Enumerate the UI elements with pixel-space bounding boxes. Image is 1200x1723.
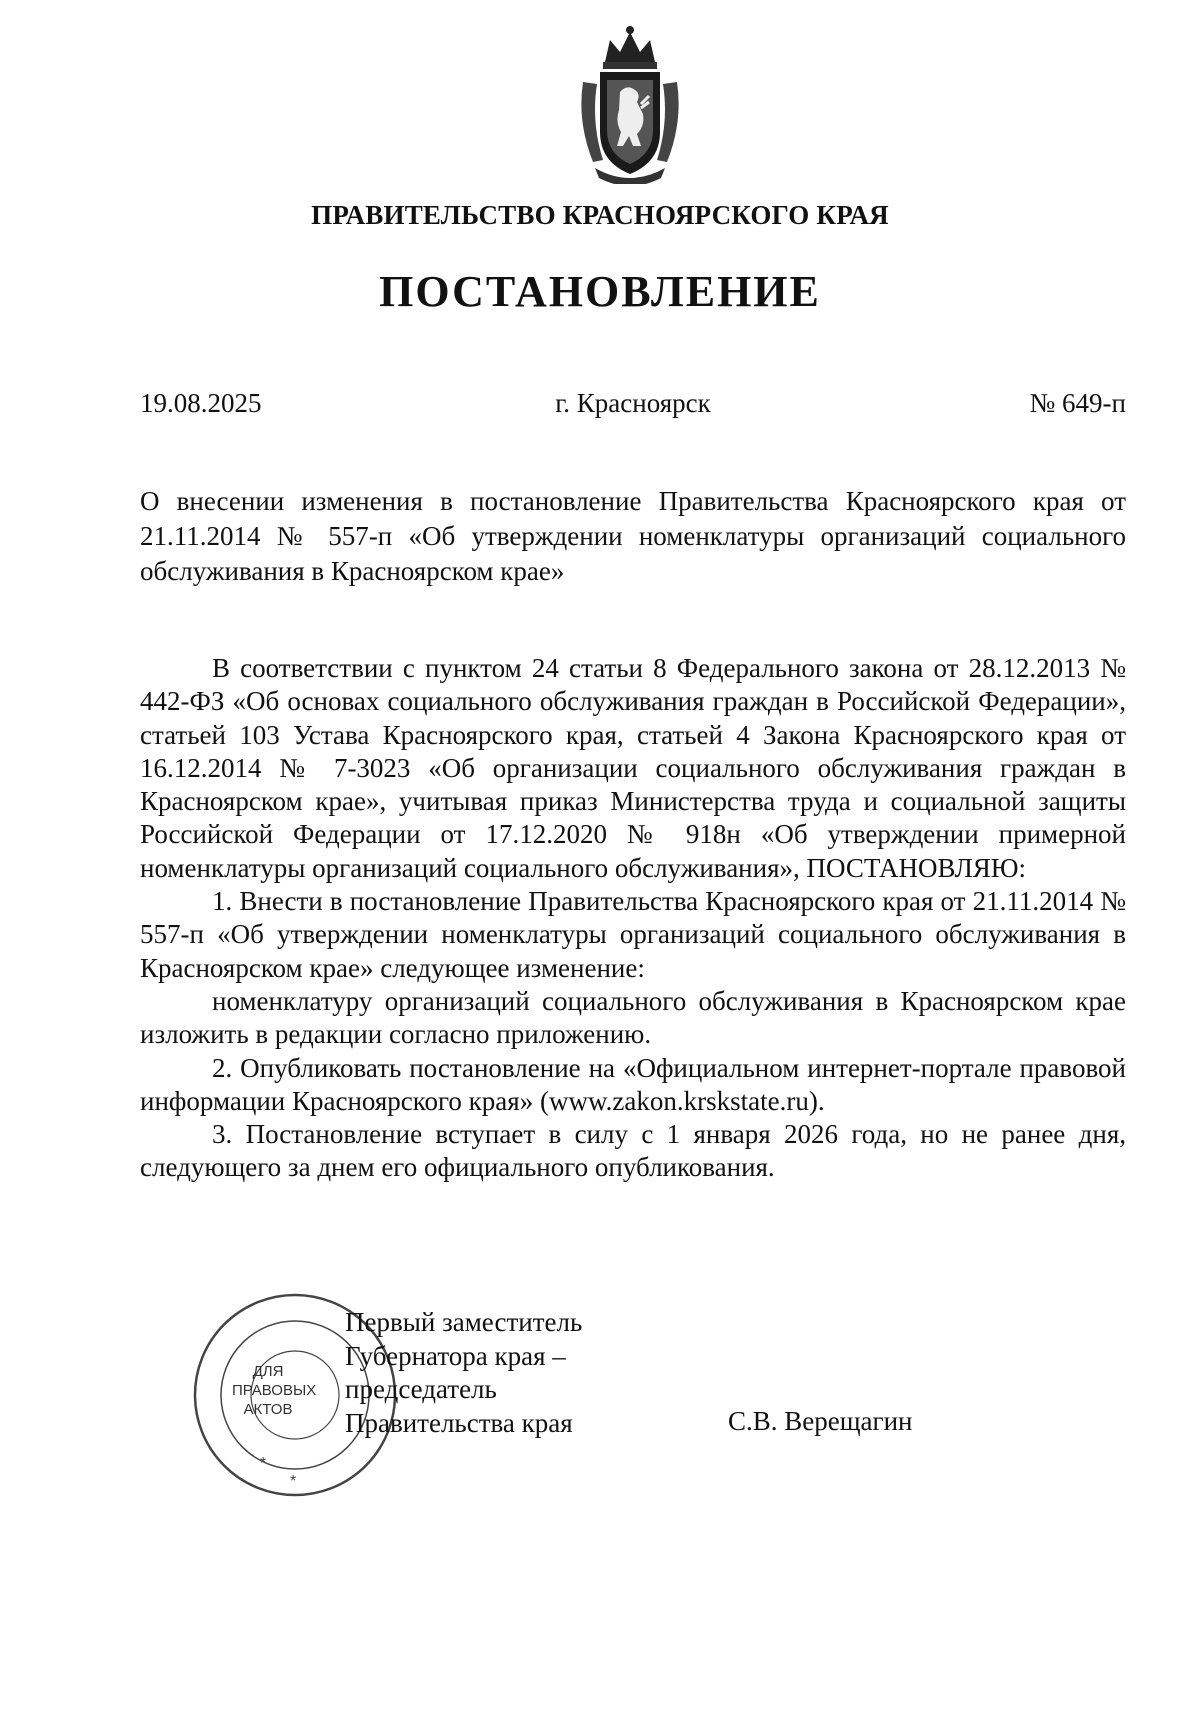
document-city: г. Красноярск xyxy=(555,388,711,418)
document-meta xyxy=(140,388,1126,424)
document-subject: О внесении изменения в постановление Правительства Красноярского края от 21.11.2014 № 557-п «Об утверждении номенклатуры организаций социального обслуживания в Красноярском крае» xyxy=(140,486,1126,586)
signatory-name: С.В. Верещагин xyxy=(728,1406,913,1436)
document-date: 19.08.2025 xyxy=(140,388,262,418)
coat-of-arms-icon xyxy=(575,22,685,184)
preamble-paragraph: В соответствии с пунктом 24 статьи 8 Федерального закона от 28.12.2013 № 442-ФЗ «Об основах социального обслуживания граждан в Российской Федерации», статьей 103 Устава Красноярского края, статьей 4 Закона Красноярского края от 16.12.2014 № 7-3023 «Об организации социального обслуживания граждан в Красноярском крае», учитывая приказ Министерства труда и социальной защиты Российской Федерации от 17.12.2020 № 918н «Об утверждении примерной номенклатуры организаций социального обслуживания», ПОСТАНОВЛЯЮ: xyxy=(140,653,1126,883)
clause-2-paragraph: 2. Опубликовать постановление на «Официальном интернет-портале правовой информации Красноярского края» (www.zakon.krskstate.ru). xyxy=(140,1052,1126,1116)
document-type-heading: ПОСТАНОВЛЕНИЕ xyxy=(379,267,821,316)
stamp-center-text: ДЛЯ ПРАВОВЫХ АКТОВ xyxy=(232,1363,317,1418)
document-number: № 649-п xyxy=(1029,388,1126,418)
document-body xyxy=(140,652,1126,1185)
clause-1-text-paragraph: номенклатуру организаций социального обслуживания в Красноярском крае изложить в редакции согласно приложению. xyxy=(140,985,1126,1050)
signature-block xyxy=(0,1290,1200,1490)
signatory-title: Первый заместитель Губернатора края – председатель Правительства края xyxy=(345,1307,583,1438)
clause-3-paragraph: 3. Постановление вступает в силу с 1 января 2026 года, но не ранее дня, следующего за днем его официального опубликования. xyxy=(140,1119,1126,1183)
svg-text:*: * xyxy=(290,1473,297,1490)
svg-text:*: * xyxy=(260,1455,267,1472)
clause-1-paragraph: 1. Внести в постановление Правительства Красноярского края от 21.11.2014 № 557-п «Об утверждении номенклатуры организаций социального обслуживания в Красноярском крае» следующее изменение: xyxy=(140,886,1126,983)
organization-heading: ПРАВИТЕЛЬСТВО КРАСНОЯРСКОГО КРАЯ xyxy=(311,200,889,230)
